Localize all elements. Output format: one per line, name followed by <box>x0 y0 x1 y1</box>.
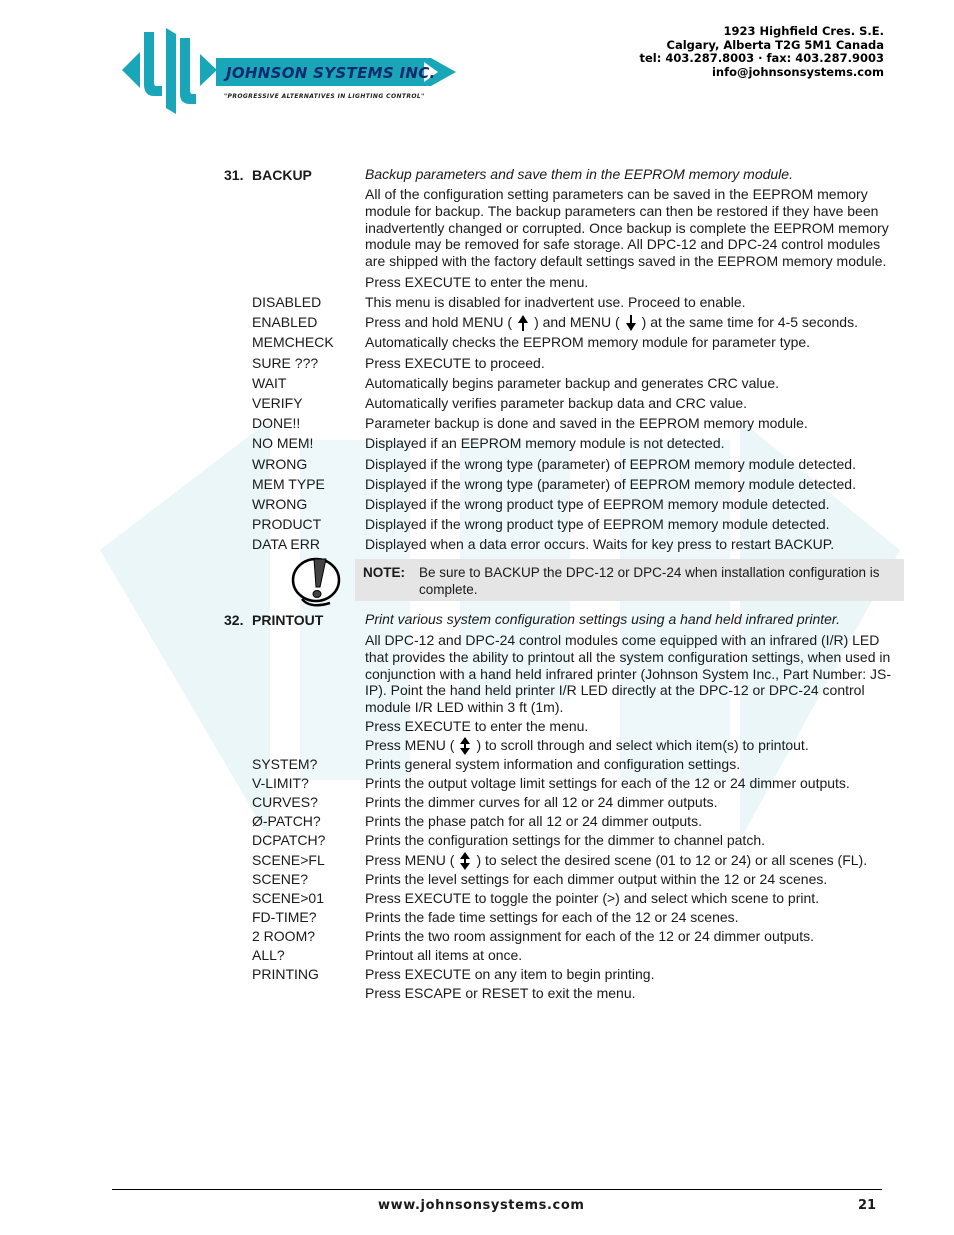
menu-description: Displayed if the wrong type (parameter) of EEPROM memory module detected. <box>365 476 856 492</box>
menu-description: Prints the level settings for each dimmer output within the 12 or 24 scenes. <box>365 871 828 887</box>
company-name: JOHNSON SYSTEMS INC. <box>226 64 436 82</box>
menu-description <box>365 314 858 331</box>
menu-label: SCENE>FL <box>252 852 325 868</box>
menu-label: V-LIMIT? <box>252 775 309 791</box>
section-paragraph: All DPC-12 and DPC-24 control modules come equipped with an infrared (I/R) LED that provides the ability to printout all the system configuration settings, when used in conjunction with a hand held infrared printer (Johnson System Inc., Part Number: JS-IP). Point the hand held printer I/R LED directly at the DPC-12 or DPC-24 control module I/R LED within 3 ft (1m). <box>365 632 892 716</box>
menu-label: NO MEM! <box>252 435 314 451</box>
section-intro: Backup parameters and save them in the EEPROM memory module. <box>365 166 793 182</box>
instruction-text: Press ESCAPE or RESET to exit the menu. <box>365 985 636 1001</box>
text-part: Press MENU ( <box>365 737 455 753</box>
menu-description: Parameter backup is done and saved in the EEPROM memory module. <box>365 415 808 431</box>
menu-label: CURVES? <box>252 794 318 810</box>
menu-description: This menu is disabled for inadvertent use. Proceed to enable. <box>365 294 746 310</box>
menu-label: ALL? <box>252 947 285 963</box>
menu-label: VERIFY <box>252 395 303 411</box>
menu-label: DISABLED <box>252 294 322 310</box>
menu-description: Displayed if the wrong product type of EEPROM memory module detected. <box>365 516 830 532</box>
menu-description: Automatically checks the EEPROM memory module for parameter type. <box>365 334 811 350</box>
text-part: ) to scroll through and select which item(s) to printout. <box>476 737 809 753</box>
company-tagline: "PROGRESSIVE ALTERNATIVES IN LIGHTING CONTROL" <box>224 93 425 100</box>
menu-label: ENABLED <box>252 314 318 330</box>
email-line: info@johnsonsystems.com <box>711 64 884 79</box>
section-title: PRINTOUT <box>252 612 324 628</box>
menu-label: WAIT <box>252 375 287 391</box>
text-part: ) at the same time for 4-5 seconds. <box>641 314 858 330</box>
address-line: Calgary, Alberta T2G 5M1 Canada <box>666 37 884 52</box>
menu-label: PRODUCT <box>252 516 322 532</box>
instruction-text: Press EXECUTE to enter the menu. <box>365 274 589 290</box>
menu-description: Prints the fade time settings for each of the 12 or 24 scenes. <box>365 909 739 925</box>
footer-website-link[interactable]: www.johnsonsystems.com <box>378 1198 585 1213</box>
up-arrow-icon <box>518 315 528 331</box>
section-number: 32. <box>224 612 244 628</box>
menu-description: Prints the phase patch for all 12 or 24 dimmer outputs. <box>365 813 702 829</box>
menu-label: DONE!! <box>252 415 301 431</box>
menu-description: Press EXECUTE to toggle the pointer (>) and select which scene to print. <box>365 890 820 906</box>
johnson-systems-logo-icon <box>122 24 217 116</box>
menu-label: DCPATCH? <box>252 832 326 848</box>
contact-line: tel: 403.287.8003 · fax: 403.287.9003 <box>639 51 884 65</box>
menu-description: Prints the output voltage limit settings for each of the 12 or 24 dimmer outputs. <box>365 775 850 791</box>
menu-description: Prints the dimmer curves for all 12 or 24 dimmer outputs. <box>365 794 718 810</box>
note-label: NOTE: <box>363 565 405 580</box>
company-address <box>639 25 884 79</box>
instruction-text <box>365 737 809 755</box>
text-part: ) and MENU ( <box>534 314 620 330</box>
menu-description: Press EXECUTE on any item to begin printing. <box>365 966 655 982</box>
menu-label: SCENE? <box>252 871 309 887</box>
menu-label: 2 ROOM? <box>252 928 316 944</box>
note-text: Be sure to BACKUP the DPC-12 or DPC-24 when installation configuration is complete. <box>419 565 880 597</box>
section-title: BACKUP <box>252 167 312 183</box>
section-intro: Print various system configuration settings using a hand held infrared printer. <box>365 611 840 627</box>
menu-description: Automatically begins parameter backup and generates CRC value. <box>365 375 780 391</box>
text-part: Press MENU ( <box>365 852 455 868</box>
menu-label: SYSTEM? <box>252 756 318 772</box>
menu-description: Displayed if an EEPROM memory module is not detected. <box>365 435 725 451</box>
menu-label: SCENE>01 <box>252 890 324 906</box>
menu-description: Prints the configuration settings for the dimmer to channel patch. <box>365 832 765 848</box>
up-down-arrow-icon <box>460 852 470 870</box>
menu-label: WRONG <box>252 456 308 472</box>
menu-label: FD-TIME? <box>252 909 317 925</box>
menu-description: Automatically verifies parameter backup data and CRC value. <box>365 395 748 411</box>
text-part: Press and hold MENU ( <box>365 314 513 330</box>
menu-description: Prints general system information and configuration settings. <box>365 756 741 772</box>
menu-label: MEM TYPE <box>252 476 325 492</box>
menu-label: MEMCHECK <box>252 334 334 350</box>
menu-label: PRINTING <box>252 966 319 982</box>
text-part: ) to select the desired scene (01 to 12 or 24) or all scenes (FL). <box>476 852 868 868</box>
section-paragraph: All of the configuration setting parameters can be saved in the EEPROM memory module for backup. The backup parameters can then be restored if they have been inadvertently changed or corrupted. Once backup is complete the EEPROM memory module may be removed for safe storage. All DPC-12 and DPC-24 control modules are shipped with the factory default settings saved in the EEPROM memory module. <box>365 186 889 270</box>
menu-label: DATA ERR <box>252 536 320 552</box>
menu-description: Displayed when a data error occurs. Waits for key press to restart BACKUP. <box>365 536 835 552</box>
menu-description: Press EXECUTE to proceed. <box>365 355 545 371</box>
menu-description <box>365 852 867 870</box>
menu-description: Printout all items at once. <box>365 947 523 963</box>
menu-label: SURE ??? <box>252 355 319 371</box>
warning-note-icon <box>290 555 346 609</box>
up-down-arrow-icon <box>460 737 470 755</box>
menu-description: Displayed if the wrong type (parameter) of EEPROM memory module detected. <box>365 456 856 472</box>
menu-label: WRONG <box>252 496 308 512</box>
menu-label: Ø-PATCH? <box>252 813 321 829</box>
menu-description: Displayed if the wrong product type of EEPROM memory module detected. <box>365 496 830 512</box>
menu-description: Prints the two room assignment for each of the 12 or 24 dimmer outputs. <box>365 928 814 944</box>
instruction-text: Press EXECUTE to enter the menu. <box>365 718 589 734</box>
address-line: 1923 Highfield Cres. S.E. <box>723 24 884 38</box>
page-number: 21 <box>858 1198 877 1213</box>
section-number: 31. <box>224 167 244 183</box>
down-arrow-icon <box>626 315 636 331</box>
footer-divider <box>112 1189 882 1190</box>
